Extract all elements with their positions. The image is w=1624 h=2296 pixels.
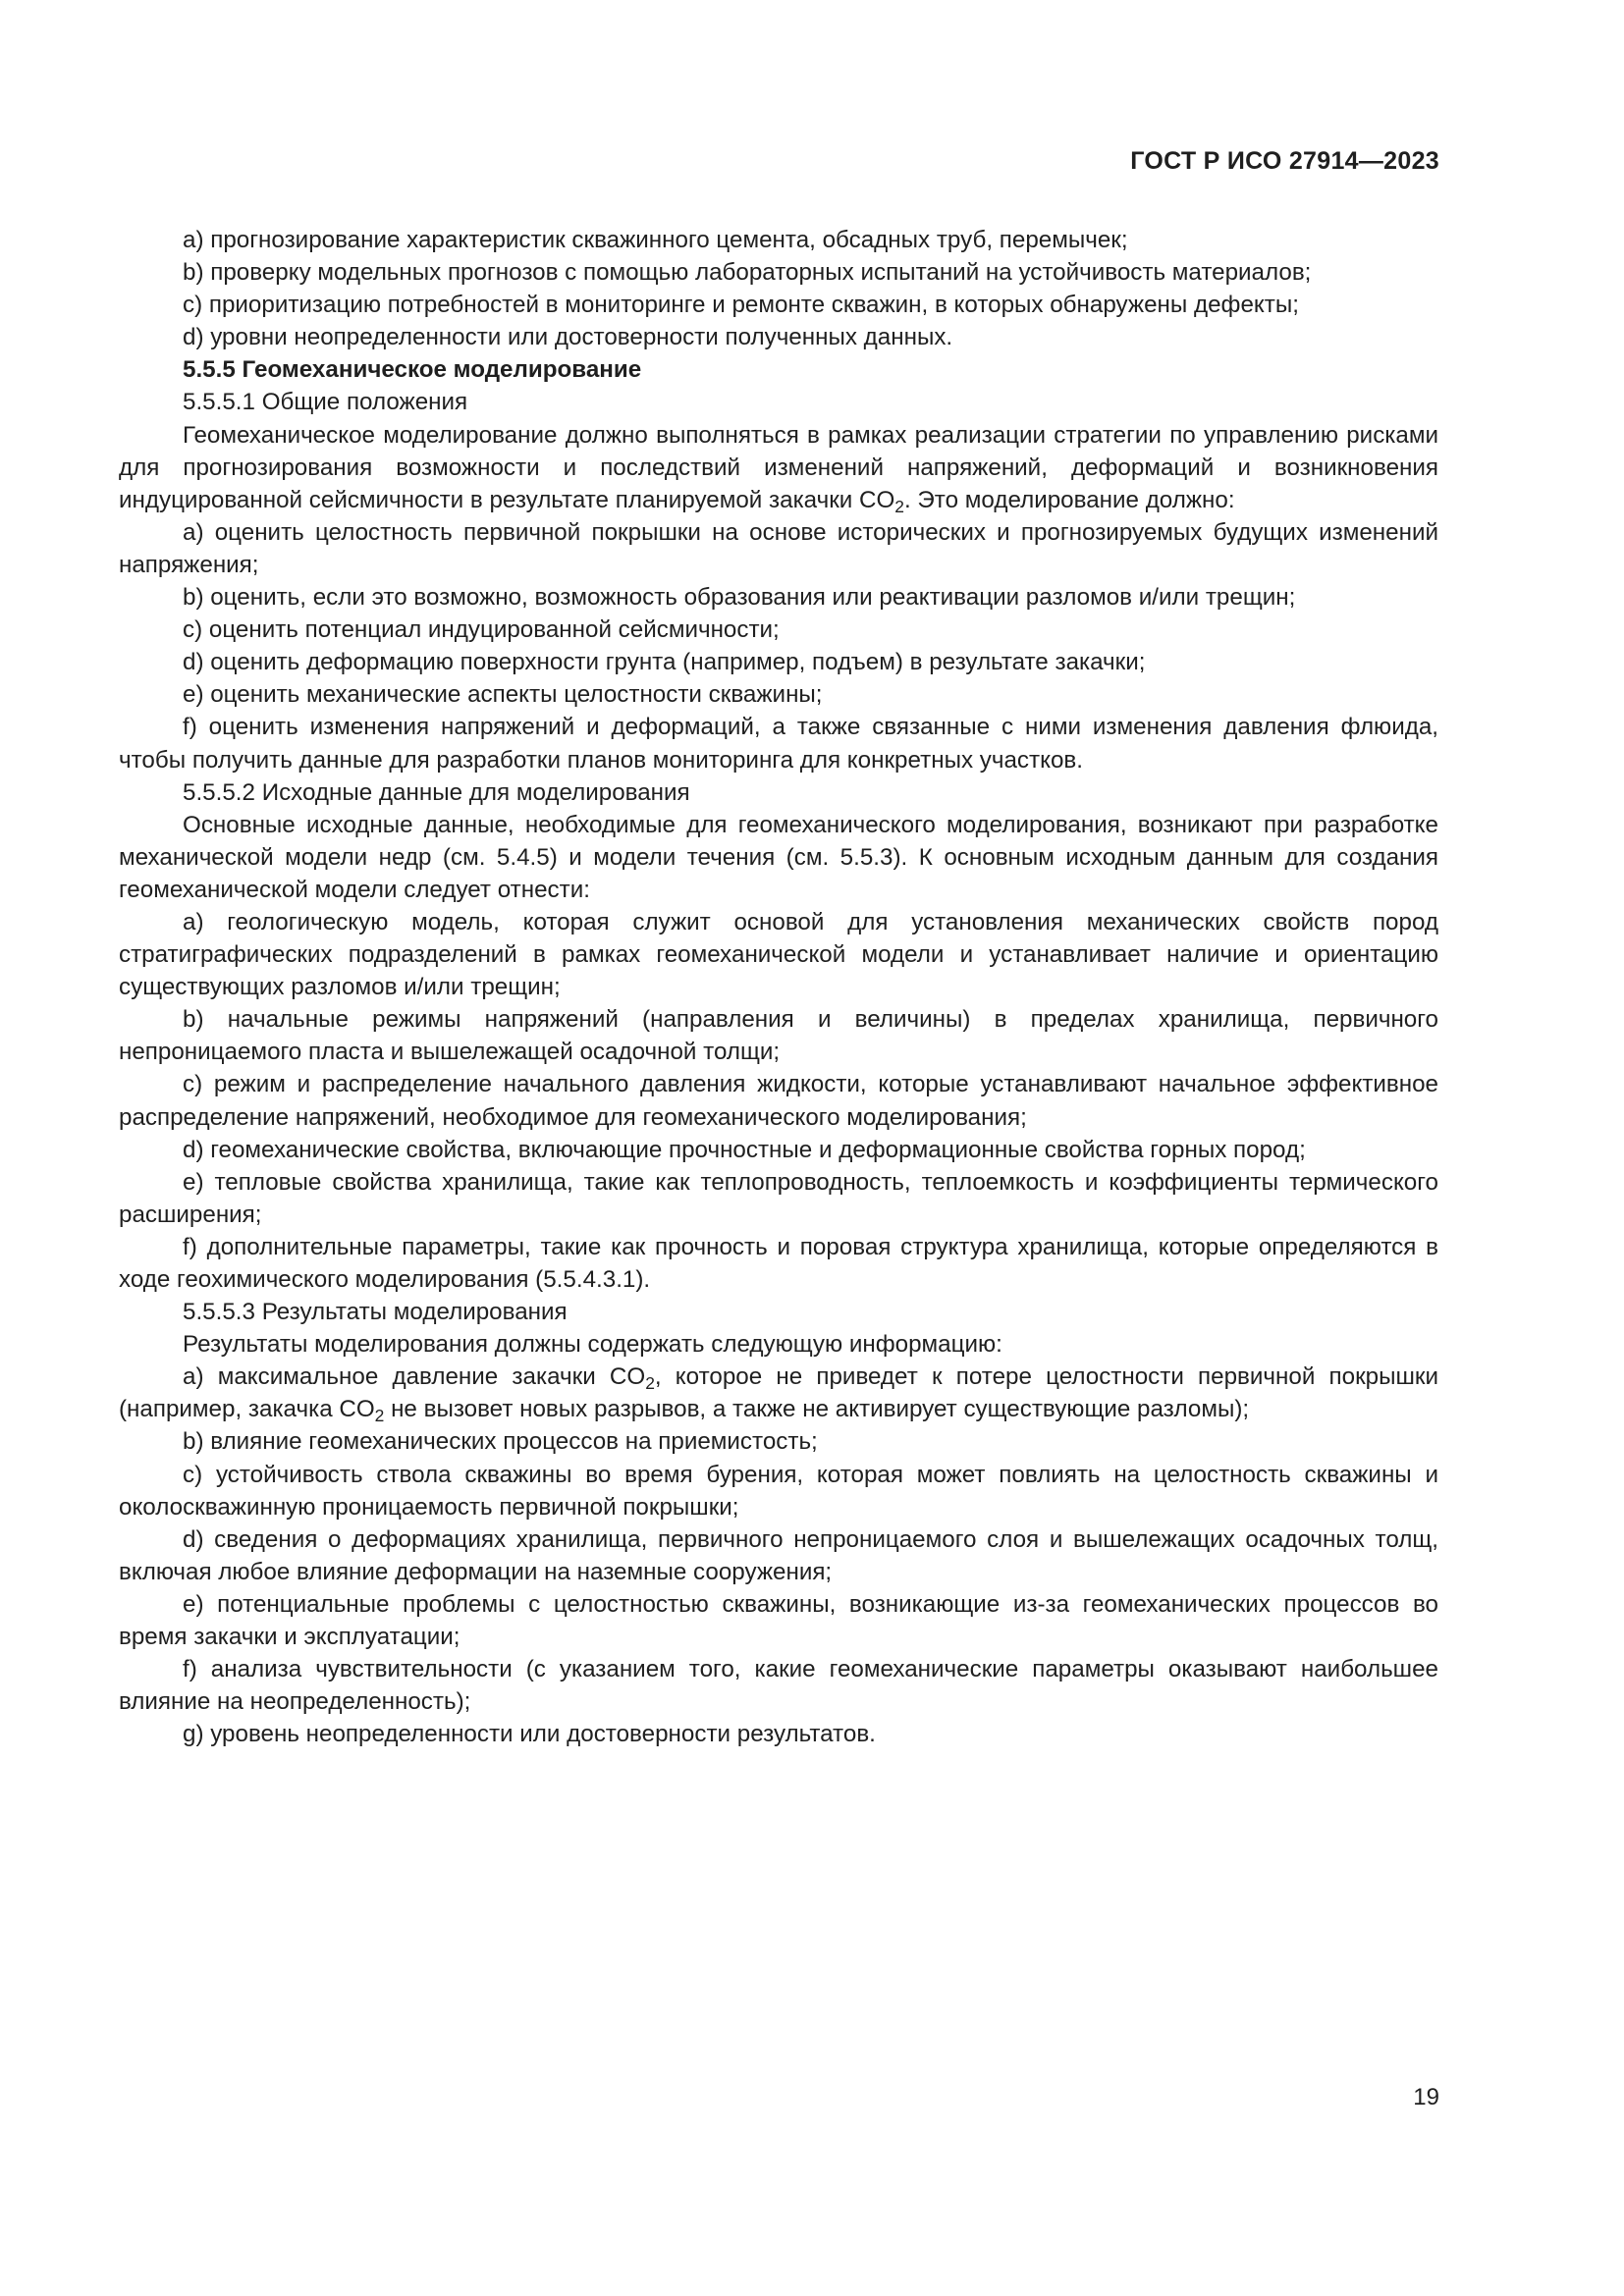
list-item: d) уровни неопределенности или достоверности полученных данных. [183, 324, 953, 351]
list-item: b) начальные режимы напряжений (направления и величины) в пределах хранилища, первичного непроницаемого пласта и вышележащей осадочной толщи; [119, 1006, 1438, 1066]
list-item: b) влияние геомеханических процессов на приемистость; [183, 1428, 818, 1456]
list-item: d) сведения о деформациях хранилища, первичного непроницаемого слоя и вышележащих осадочных толщ, включая любое влияние деформации на наземные сооружения; [119, 1525, 1438, 1585]
subscript: 2 [645, 1373, 655, 1394]
list-item: g) уровень неопределенности или достоверности результатов. [183, 1721, 876, 1748]
list-item: e) тепловые свойства хранилища, такие как теплопроводность, теплоемкость и коэффициенты термического расширения; [119, 1168, 1438, 1228]
list-item: c) устойчивость ствола скважины во время бурения, которая может повлиять на целостность скважины и околоскважинную проницаемость первичной покрышки; [119, 1461, 1438, 1521]
text-run: . Это моделирование должно: [903, 486, 1235, 513]
subsection-heading: 5.5.5.1 Общие положения [183, 389, 468, 416]
list-item: d) геомеханические свойства, включающие прочностные и деформационные свойства горных пород; [183, 1136, 1306, 1163]
subsection-heading: 5.5.5.3 Результаты моделирования [183, 1299, 568, 1326]
section-heading: 5.5.5 Геомеханическое моделирование [183, 356, 642, 384]
list-item: f) оценить изменения напряжений и деформаций, а также связанные с ними изменения давления флюида, чтобы получить данные для разработки планов мониторинга для конкретных участков. [119, 714, 1438, 774]
list-item: f) дополнительные параметры, такие как прочность и поровая структура хранилища, которые определяются в ходе геохимического моделирования (5.5.4.3.1). [119, 1233, 1438, 1293]
paragraph [119, 419, 1438, 516]
paragraph: Результаты моделирования должны содержать следующую информацию: [183, 1331, 1002, 1359]
list-item: e) оценить механические аспекты целостности скважины; [183, 681, 823, 709]
document-code-header: ГОСТ Р ИСО 27914—2023 [1130, 147, 1439, 175]
subscript: 2 [894, 496, 904, 516]
list-item: f) анализа чувствительности (с указанием того, какие геомеханические параметры оказывают наибольшее влияние на неопределенность); [119, 1656, 1438, 1716]
list-item: b) проверку модельных прогнозов с помощью лабораторных испытаний на устойчивость материалов; [183, 259, 1312, 287]
list-item: e) потенциальные проблемы с целостностью скважины, возникающие из-за геомеханических процессов во время закачки и эксплуатации; [119, 1590, 1438, 1651]
list-item: c) режим и распределение начального давления жидкости, которые устанавливают начальное эффективное распределение напряжений, необходимое для геомеханического моделирования; [119, 1071, 1438, 1131]
page-number: 19 [1413, 2084, 1439, 2110]
list-item: а) оценить целостность первичной покрышки на основе исторических и прогнозируемых будущих изменений напряжения; [119, 518, 1438, 578]
text-run: Геомеханическое моделирование должно выполняться в рамках реализации стратегии по управлению рисками для прогнозирования возможности и последствий изменений напряжений, деформаций и возникновения индуцированной сейсмичности в результате планируемой закачки CO [119, 421, 1438, 513]
list-item: а) прогнозирование характеристик скважинного цемента, обсадных труб, перемычек; [183, 227, 1128, 253]
text-run: а) максимальное давление закачки CO [183, 1363, 646, 1391]
list-item: c) приоритизацию потребностей в мониторинге и ремонте скважин, в которых обнаружены дефекты; [183, 292, 1299, 319]
list-item: c) оценить потенциал индуцированной сейсмичности; [183, 616, 780, 644]
paragraph: Основные исходные данные, необходимые для геомеханического моделирования, возникают при разработке механической модели недр (см. 5.4.5) и модели течения (см. 5.5.3). К основным исходным данным для создания геомеханической модели следует отнести: [119, 811, 1438, 903]
list-item: d) оценить деформацию поверхности грунта (например, подъем) в результате закачки; [183, 649, 1146, 676]
list-item: b) оценить, если это возможно, возможность образования или реактивации разломов и/или трещин; [183, 584, 1296, 612]
text-run: , которое не приведет к потере целостности первичной покрышки (например, закачка CO [119, 1363, 1438, 1423]
text-run: не вызовет новых разрывов, а также не активирует существующие разломы); [384, 1396, 1250, 1423]
document-body [119, 224, 1438, 1750]
subsection-heading: 5.5.5.2 Исходные данные для моделирования [183, 778, 690, 806]
list-item [119, 1361, 1438, 1425]
subscript: 2 [374, 1406, 385, 1426]
list-item: а) геологическую модель, которая служит основой для установления механических свойств пород стратиграфических подразделений в рамках геомеханической модели и устанавливает наличие и ориентацию существующих разломов и/или трещин; [119, 908, 1438, 1001]
